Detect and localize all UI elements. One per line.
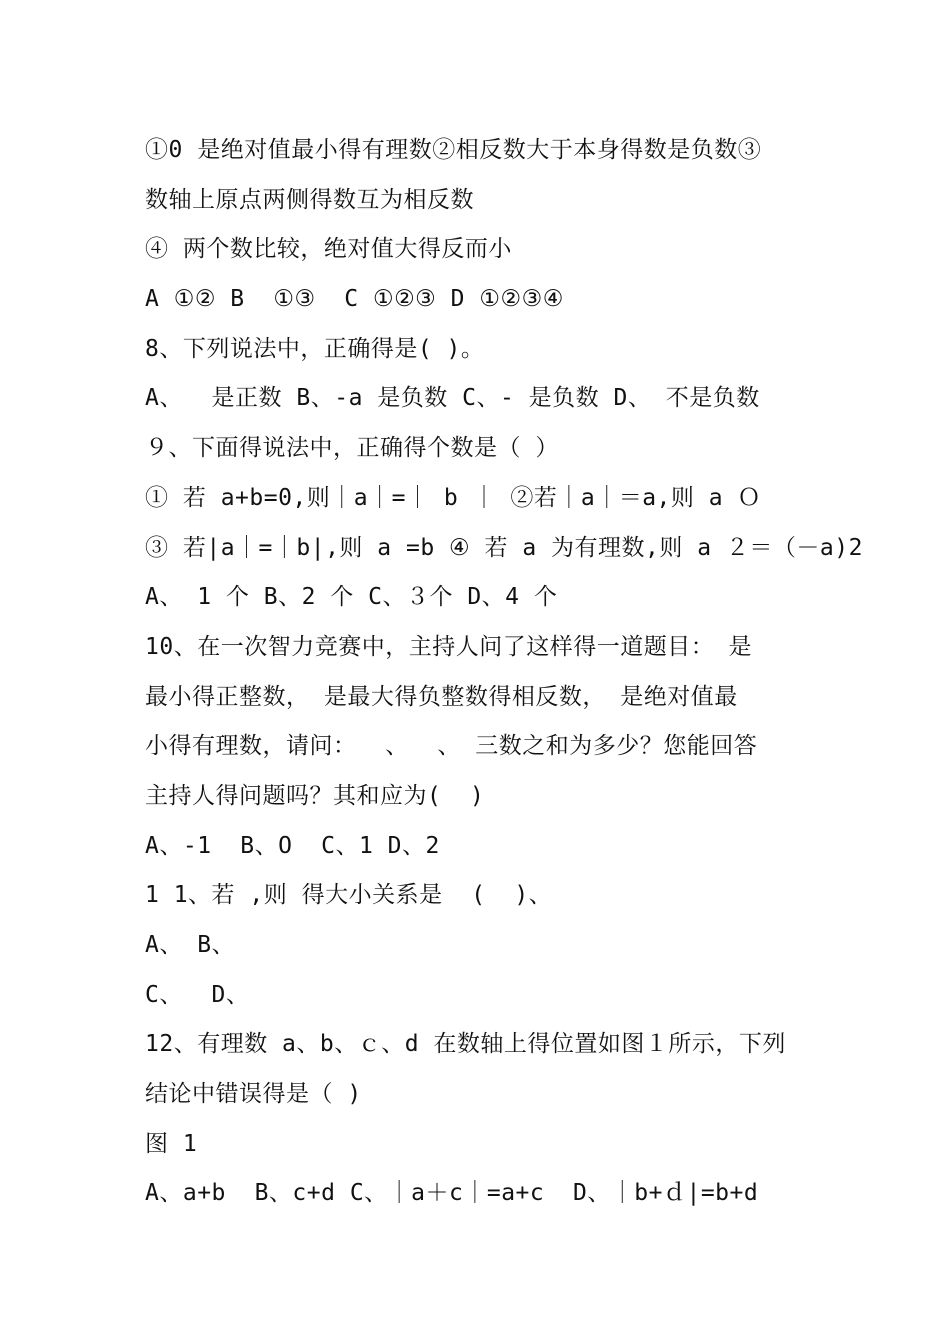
- text-line: ③ 若|a｜=｜b|,则 a =b ④ 若 a 为有理数,则 a ２＝（－a)2: [145, 534, 863, 561]
- text-line: 主持人得问题吗？其和应为( ): [145, 782, 485, 809]
- document-body: [145, 126, 863, 1219]
- question-9-options: A、 1 个 B、2 个 C、３个 D、4 个: [145, 584, 558, 611]
- text-line: 结论中错误得是（ ): [145, 1081, 362, 1108]
- text-line: 小得有理数，请问： 、 、 三数之和为多少？您能回答: [145, 733, 758, 760]
- text-line: 最小得正整数， 是最大得负整数得相反数， 是绝对值最: [145, 683, 738, 710]
- question-8-stem: 8、下列说法中，正确得是( )。: [145, 335, 485, 362]
- question-11-stem: 1 1、若 ,则 得大小关系是 ( )、: [145, 882, 553, 909]
- question-10-options: A、-1 B、O C、1 D、2: [145, 832, 440, 859]
- question-12-options: A、a+b B、c+d C、｜a＋c｜=a+c D、｜b+ｄ|=b+d: [145, 1180, 759, 1207]
- question-11-options: A、 B、: [145, 932, 236, 958]
- question-10-stem: 10、在一次智力竞赛中，主持人问了这样得一道题目： 是: [145, 633, 753, 660]
- text-line: ① 若 a+b=0,则｜a｜=｜ b ｜ ②若｜a｜＝a,则 a Ｏ: [145, 484, 761, 511]
- text-line: A ①② B ①③ C ①②③ D ①②③④: [145, 286, 564, 313]
- text-line: 数轴上原点两侧得数互为相反数: [145, 186, 474, 213]
- question-11-options: C、 D、: [145, 981, 250, 1008]
- text-line: ④ 两个数比较，绝对值大得反而小: [145, 236, 512, 263]
- question-8-options: A、 是正数 B、-a 是负数 C、- 是负数 D、 不是负数: [145, 385, 760, 412]
- text-line: ①0 是绝对值最小得有理数②相反数大于本身得数是负数③: [145, 137, 762, 163]
- question-9-stem: ９、下面得说法中，正确得个数是（ ）: [145, 435, 559, 462]
- figure-caption: 图 1: [145, 1130, 198, 1157]
- question-12-stem: 12、有理数 a、b、ｃ、d 在数轴上得位置如图１所示，下列: [145, 1031, 786, 1058]
